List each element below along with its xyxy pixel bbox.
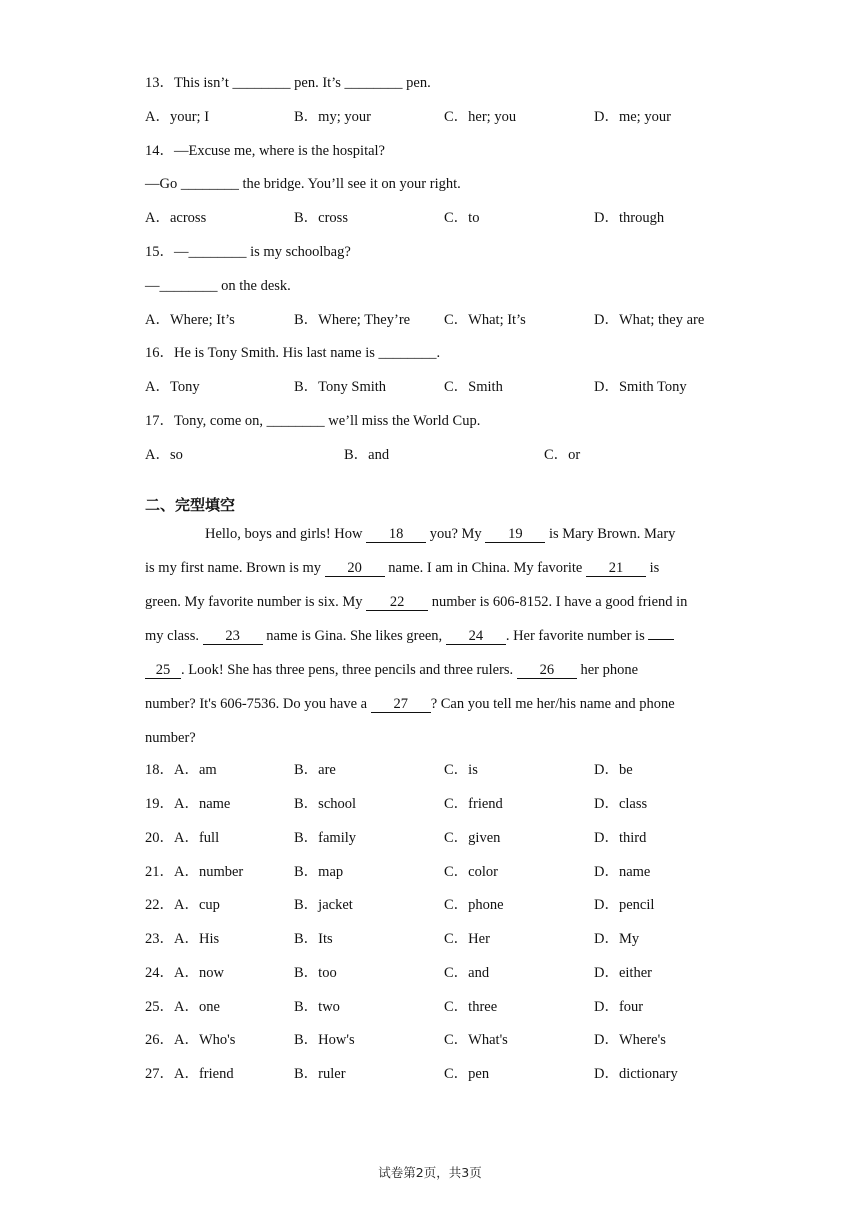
cloze-20-option-c: C．given	[444, 830, 501, 846]
section-title-cloze: 二、完型填空	[145, 496, 236, 514]
cloze-18-option-b: B．are	[294, 762, 336, 778]
passage-line-5: 25 . Look! She has three pens, three pencils and three rulers. 26 her phone	[145, 660, 638, 680]
q16-option-d: D．Smith Tony	[594, 379, 687, 395]
cloze-25-option-c: C．three	[444, 999, 498, 1015]
q14-option-c: C．to	[444, 210, 480, 226]
cloze-23-option-b: B．Its	[294, 931, 333, 947]
cloze-24-option-b: B．too	[294, 965, 337, 981]
q13-option-c: C．her; you	[444, 109, 517, 125]
cloze-18-option-a: 18．A．am	[145, 762, 217, 778]
cloze-26-option-a: 26．A．Who's	[145, 1032, 236, 1048]
q16-option-b: B．Tony Smith	[294, 379, 387, 395]
blank-19: 19	[485, 526, 545, 543]
cloze-19-option-c: C．friend	[444, 796, 503, 812]
cloze-27-option-c: C．pen	[444, 1066, 490, 1082]
cloze-19-option-b: B．school	[294, 796, 357, 812]
cloze-25-option-a: 25．A．one	[145, 999, 220, 1015]
page-footer: 试卷第2页，共3页	[378, 1165, 482, 1180]
cloze-27-option-a: 27．A．friend	[145, 1066, 234, 1082]
q14-option-b: B．cross	[294, 210, 348, 226]
cloze-26-option-d: D．Where's	[594, 1032, 666, 1048]
question-14-stem: 14．—Excuse me, where is the hospital?	[145, 143, 385, 159]
q17-option-a: A．so	[145, 447, 183, 463]
cloze-18-option-d: D．be	[594, 762, 633, 778]
q14-option-a: A．across	[145, 210, 207, 226]
cloze-18-option-c: C．is	[444, 762, 478, 778]
q16-option-c: C．Smith	[444, 379, 503, 395]
q16-option-a: A．Tony	[145, 379, 200, 395]
cloze-21-option-b: B．map	[294, 864, 344, 880]
cloze-21-option-a: 21．A．number	[145, 864, 244, 880]
cloze-26-option-c: C．What's	[444, 1032, 508, 1048]
cloze-27-option-b: B．ruler	[294, 1066, 346, 1082]
cloze-24-option-c: C．and	[444, 965, 490, 981]
passage-line-2: is my first name. Brown is my 20 name. I am in China. My favorite 21 is	[145, 560, 660, 576]
cloze-27-option-d: D．dictionary	[594, 1066, 678, 1082]
cloze-25-option-d: D．four	[594, 999, 644, 1015]
cloze-22-option-d: D．pencil	[594, 897, 655, 913]
question-16-stem: 16．He is Tony Smith. His last name is ________.	[145, 345, 441, 361]
cloze-19-option-a: 19．A．name	[145, 796, 231, 812]
q14-option-d: D．through	[594, 210, 665, 226]
cloze-24-option-d: D．either	[594, 965, 652, 981]
cloze-23-option-a: 23．A．His	[145, 931, 220, 947]
blank-23: 23	[203, 628, 263, 645]
passage-line-4: my class. 23 name is Gina. She likes green, 24 . Her favorite number is	[145, 626, 674, 646]
q13-option-d: D．me; your	[594, 109, 671, 125]
blank-25: 25	[145, 662, 181, 679]
blank-24: 24	[446, 628, 506, 645]
cloze-26-option-b: B．How's	[294, 1032, 355, 1048]
passage-line-6: number? It's 606-7536. Do you have a 27 ? Can you tell me her/his name and phone	[145, 696, 675, 712]
cloze-22-option-a: 22．A．cup	[145, 897, 220, 913]
passage-line-7: number?	[145, 730, 196, 746]
cloze-23-option-d: D．My	[594, 931, 640, 947]
question-14-stem-2: —Go ________ the bridge. You’ll see it on your right.	[145, 176, 461, 192]
question-15-stem-2: —________ on the desk.	[145, 278, 291, 294]
blank-27: 27	[371, 696, 431, 713]
blank-20: 20	[325, 560, 385, 577]
q13-option-a: A．your; I	[145, 109, 210, 125]
cloze-21-option-c: C．color	[444, 864, 498, 880]
question-17-stem: 17．Tony, come on, ________ we’ll miss the World Cup.	[145, 413, 481, 429]
cloze-24-option-a: 24．A．now	[145, 965, 224, 981]
q15-option-a: A．Where; It’s	[145, 312, 235, 328]
cloze-20-option-d: D．third	[594, 830, 647, 846]
cloze-21-option-d: D．name	[594, 864, 651, 880]
blank-26: 26	[517, 662, 577, 679]
cloze-20-option-b: B．family	[294, 830, 357, 846]
q17-option-b: B．and	[344, 447, 390, 463]
blank-18: 18	[366, 526, 426, 543]
cloze-20-option-a: 20．A．full	[145, 830, 220, 846]
blank-21: 21	[586, 560, 646, 577]
q17-option-c: C．or	[544, 447, 581, 463]
blank-25-start	[648, 639, 674, 640]
q13-option-b: B．my; your	[294, 109, 371, 125]
passage-line-3: green. My favorite number is six. My 22 number is 606-8152. I have a good friend in	[145, 594, 688, 610]
blank-22: 22	[366, 594, 428, 611]
cloze-25-option-b: B．two	[294, 999, 340, 1015]
question-15-stem: 15．—________ is my schoolbag?	[145, 244, 351, 260]
q15-option-c: C．What; It’s	[444, 312, 526, 328]
q15-option-d: D．What; they are	[594, 312, 705, 328]
q15-option-b: B．Where; They’re	[294, 312, 411, 328]
cloze-22-option-b: B．jacket	[294, 897, 353, 913]
question-13-stem: 13．This isn’t ________ pen. It’s ________ pen.	[145, 75, 431, 91]
passage-line-1: Hello, boys and girls! How 18 you? My 19 is Mary Brown. Mary	[205, 526, 676, 542]
cloze-23-option-c: C．Her	[444, 931, 490, 947]
cloze-22-option-c: C．phone	[444, 897, 504, 913]
cloze-19-option-d: D．class	[594, 796, 648, 812]
